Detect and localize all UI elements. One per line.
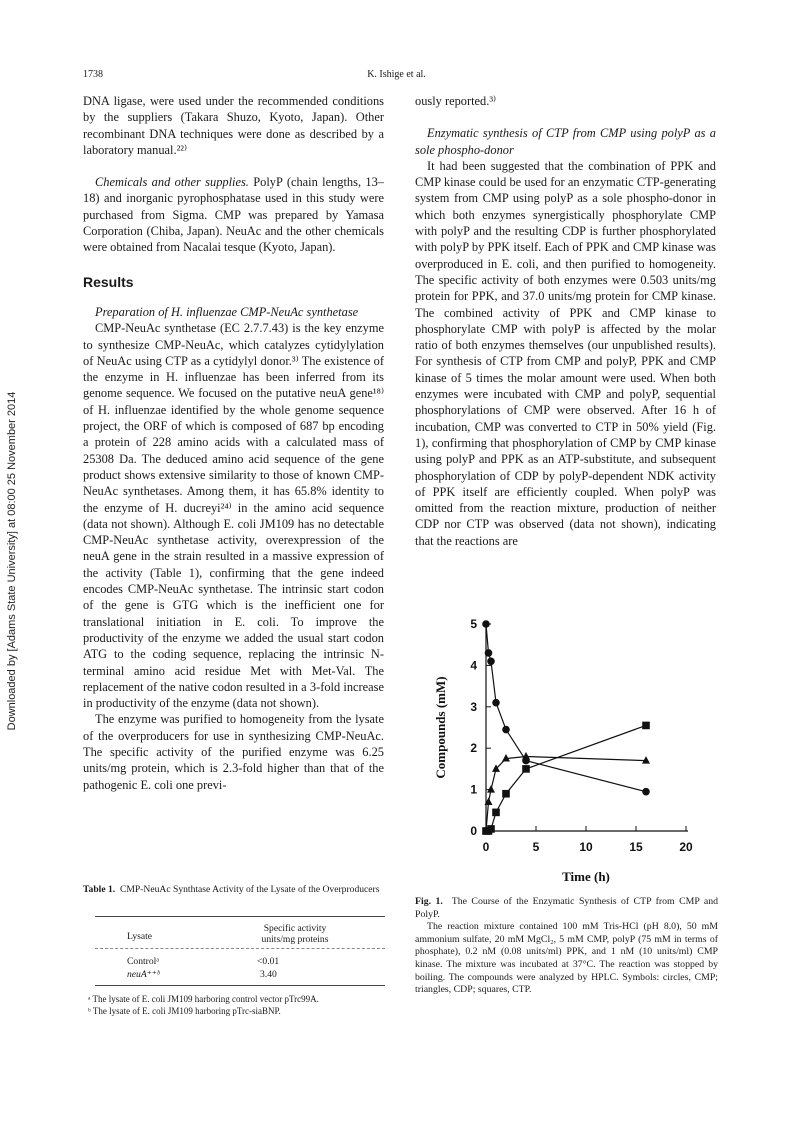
x-tick-label: 5 <box>532 840 540 854</box>
y-tick-label: 1 <box>470 782 477 797</box>
paragraph-chemicals <box>83 174 384 255</box>
y-tick-label: 3 <box>470 699 477 714</box>
paragraph-continued: ously reported.³⁾ <box>415 94 497 108</box>
table-caption <box>83 884 384 896</box>
table-title: CMP-NeuAc Synthtase Activity of the Lysate of the Overproducers <box>119 884 380 895</box>
table-footnotes <box>88 993 388 1017</box>
table-top-rule <box>95 916 385 917</box>
y-tick-label: 0 <box>470 824 477 838</box>
series-line-circle <box>486 624 646 792</box>
data-point-triangle <box>642 756 650 764</box>
x-tick-label: 10 <box>579 840 593 854</box>
paragraph-ctp-synthesis: It had been suggested that the combination of PPK and CMP kinase could be used for an enzymatic CTP-generating system from CMP using polyP as a sole phospho-donor in which both enzymes synergistically phosphorylate CMP with polyP and the resulting CDP is further phosphorylated with polyP by PPK itself. Each of PPK and CMP kinase was overproduced in E. coli, and then purified to homogeneity. The specific activity of both enzymes were 0.503 units/mg protein for PPK, and 37.0 units/mg protein for CMP kinase. The combined activity of PPK and CMP kinase to phosphorylate CMP with polyP is affected by the molar ratio of both enzymes themselves (our unpublished results). For synthesis of CTP from CMP and polyP, PPK and CMP kinase of 5 times the molar amount were used. When both enzymes were incubated with CMP and polyP, sequential phosphorylations of CMP were observed. After 16 h of incubation, CMP was converted to CTP in 50% yield (Fig. 1), confirming that phosphorylation of CMP by CMP kinase using polyP and PPK as an ATP-substitute, and subsequent phosphorylation of CDP by polyP-dependent NDK activity of PPK itself are efficiently coupled. When polyP was omitted from the reaction mixture, production of neither CDP nor CTP was observed (data not shown), indicating that the reactions are <box>415 158 716 548</box>
figure-label: Fig. 1. <box>415 896 443 907</box>
series-line-square <box>486 725 646 831</box>
table-cell-activity: <0.01 <box>257 956 280 967</box>
series-line-triangle <box>486 756 646 831</box>
x-tick-label: 20 <box>679 840 693 854</box>
running-head: K. Ishige et al. <box>367 69 426 80</box>
x-tick-label: 0 <box>482 840 490 854</box>
figure-caption <box>415 896 718 997</box>
y-tick-label: 5 <box>470 617 477 631</box>
paragraph-synthetase: CMP-NeuAc synthetase (EC 2.7.7.43) is the key enzyme to synthesize CMP-NeuAc, which catalyzes cytidylylation of NeuAc using CTP as a cytidylyl donor.³⁾ The existence of the enzyme in H. influenzae has been inferred from its genome sequence. We focused on the putative neuA gene¹⁸⁾ of H. influenzae identified by the whole genome sequence project, the ORF of which is composed of 687 bp encoding a protein of 228 amino acids with a calculated mass of 25308 Da. The deduced amino acid sequence of the gene product shows extensive similarity to those of known CMP-NeuAc synthetases. Among them, it has 65.8% identity to the enzyme of H. ducreyi²⁴⁾ in the amino acid sequence (data not shown). Although E. coli JM109 has no detectable CMP-NeuAc synthetase activity, overexpression of the neuA gene in the strain resulted in a massive expression of the activity (Table 1), confirming that the gene indeed encodes CMP-NeuAc synthetase. The intrinsic start codon of the gene is GTG which is the inefficient one for translational initiation in E. coli. To improve the productivity of the enzyme we added the usual start codon ATG to the coding sequence, replacing the intrinsic N-terminal amino acid residue Met with Met-Val. The replacement of the native codon resulted in a 3-fold increase in productivity of the enzyme (data not shown). <box>83 321 384 711</box>
chart-axes <box>433 617 693 884</box>
right-column <box>415 93 716 549</box>
table-header-activity-line1: Specific activity <box>263 923 327 934</box>
data-point-circle <box>502 726 510 734</box>
data-point-circle <box>487 657 495 665</box>
page-number: 1738 <box>83 69 103 80</box>
data-point-square <box>642 722 650 730</box>
data-point-circle <box>492 699 500 707</box>
data-point-circle <box>485 649 493 657</box>
table-cell-lysate: Controlᵃ <box>127 956 159 967</box>
table-header-activity-line2: units/mg proteins <box>261 934 329 945</box>
paragraph-purification: The enzyme was purified to homogeneity from the lysate of the overproducers for use in synthesizing CMP-NeuAc. The specific activity of the purified enzyme was 6.25 units/mg protein, which is 2.3-fold higher than that of the pathogenic E. coli one previ- <box>83 712 384 792</box>
y-tick-label: 4 <box>470 658 477 673</box>
y-tick-label: 2 <box>470 741 477 756</box>
footnote-a: ᵃ The lysate of E. coli JM109 harboring control vector pTrc99A. <box>88 994 319 1004</box>
table-header-lysate: Lysate <box>127 931 153 942</box>
table-cell-lysate: neuA⁺⁺ᵇ <box>127 969 160 980</box>
figure-caption-body: The reaction mixture contained 100 mM Tris-HCl (pH 8.0), 50 mM ammonium sulfate, 20 mM MgCl₂, 5 mM CMP, polyP (75 mM in terms of phosphate), 0.2 nM (0.08 units/ml) PPK, and 1 nM (10 units/ml) CMP kinase. The mixture was incubated at 37°C. The reaction was stopped by boiling. The compounds were analyzed by HPLC. Symbols: circles, CMP; triangles, CDP; squares, CTP. <box>415 921 718 996</box>
download-watermark <box>0 0 22 1123</box>
footnote-b: ᵇ The lysate of E. coli JM109 harboring pTrc-siaBNP. <box>88 1006 281 1016</box>
chart-marks <box>482 620 650 835</box>
data-point-circle <box>482 620 490 628</box>
x-tick-label: 15 <box>629 840 643 854</box>
table-bottom-rule <box>95 985 385 986</box>
data-point-triangle <box>487 785 495 793</box>
subheading-preparation: Preparation of H. influenzae CMP-NeuAc synthetase <box>95 304 359 319</box>
download-note: Downloaded by [Adams State University] at 08:00 25 November 2014 <box>6 391 18 731</box>
data-point-square <box>487 825 495 833</box>
chemicals-text: PolyP (chain lengths, 13–18) and inorganic pyrophosphatase used in this study were purchased from Sigma. CMP was prepared by Yamasa Corporation (Chiba, Japan). NeuAc and the other chemicals were obtained from Nacalai tesque (Kyoto, Japan). <box>83 175 385 255</box>
x-axis-label: Time (h) <box>562 869 610 884</box>
subheading-chemicals: Chemicals and other supplies. <box>95 175 249 190</box>
table-header-activity <box>230 923 360 945</box>
data-point-square <box>492 809 500 817</box>
table-header-rule <box>95 948 385 949</box>
table-cell-activity: 3.40 <box>260 969 277 980</box>
y-axis-label: Compounds (mM) <box>433 676 448 779</box>
results-heading: Results <box>83 273 134 290</box>
data-point-circle <box>642 788 650 796</box>
figure-title: The Course of the Enzymatic Synthesis of CTP from CMP and PolyP. <box>415 896 718 920</box>
data-point-square <box>502 790 510 798</box>
subheading-enzymatic: Enzymatic synthesis of CTP from CMP using polyP as a sole phospho-donor <box>415 126 716 157</box>
table-label: Table 1. <box>83 884 116 895</box>
paragraph-methods-end: DNA ligase, were used under the recommended conditions by the suppliers (Takara Shuzo, Kyoto, Japan). Other recombinant DNA techniques were done as described by a laboratory manual.²²⁾ <box>83 94 384 157</box>
data-point-square <box>522 765 530 773</box>
left-column <box>83 93 384 793</box>
figure-chart <box>415 610 725 890</box>
